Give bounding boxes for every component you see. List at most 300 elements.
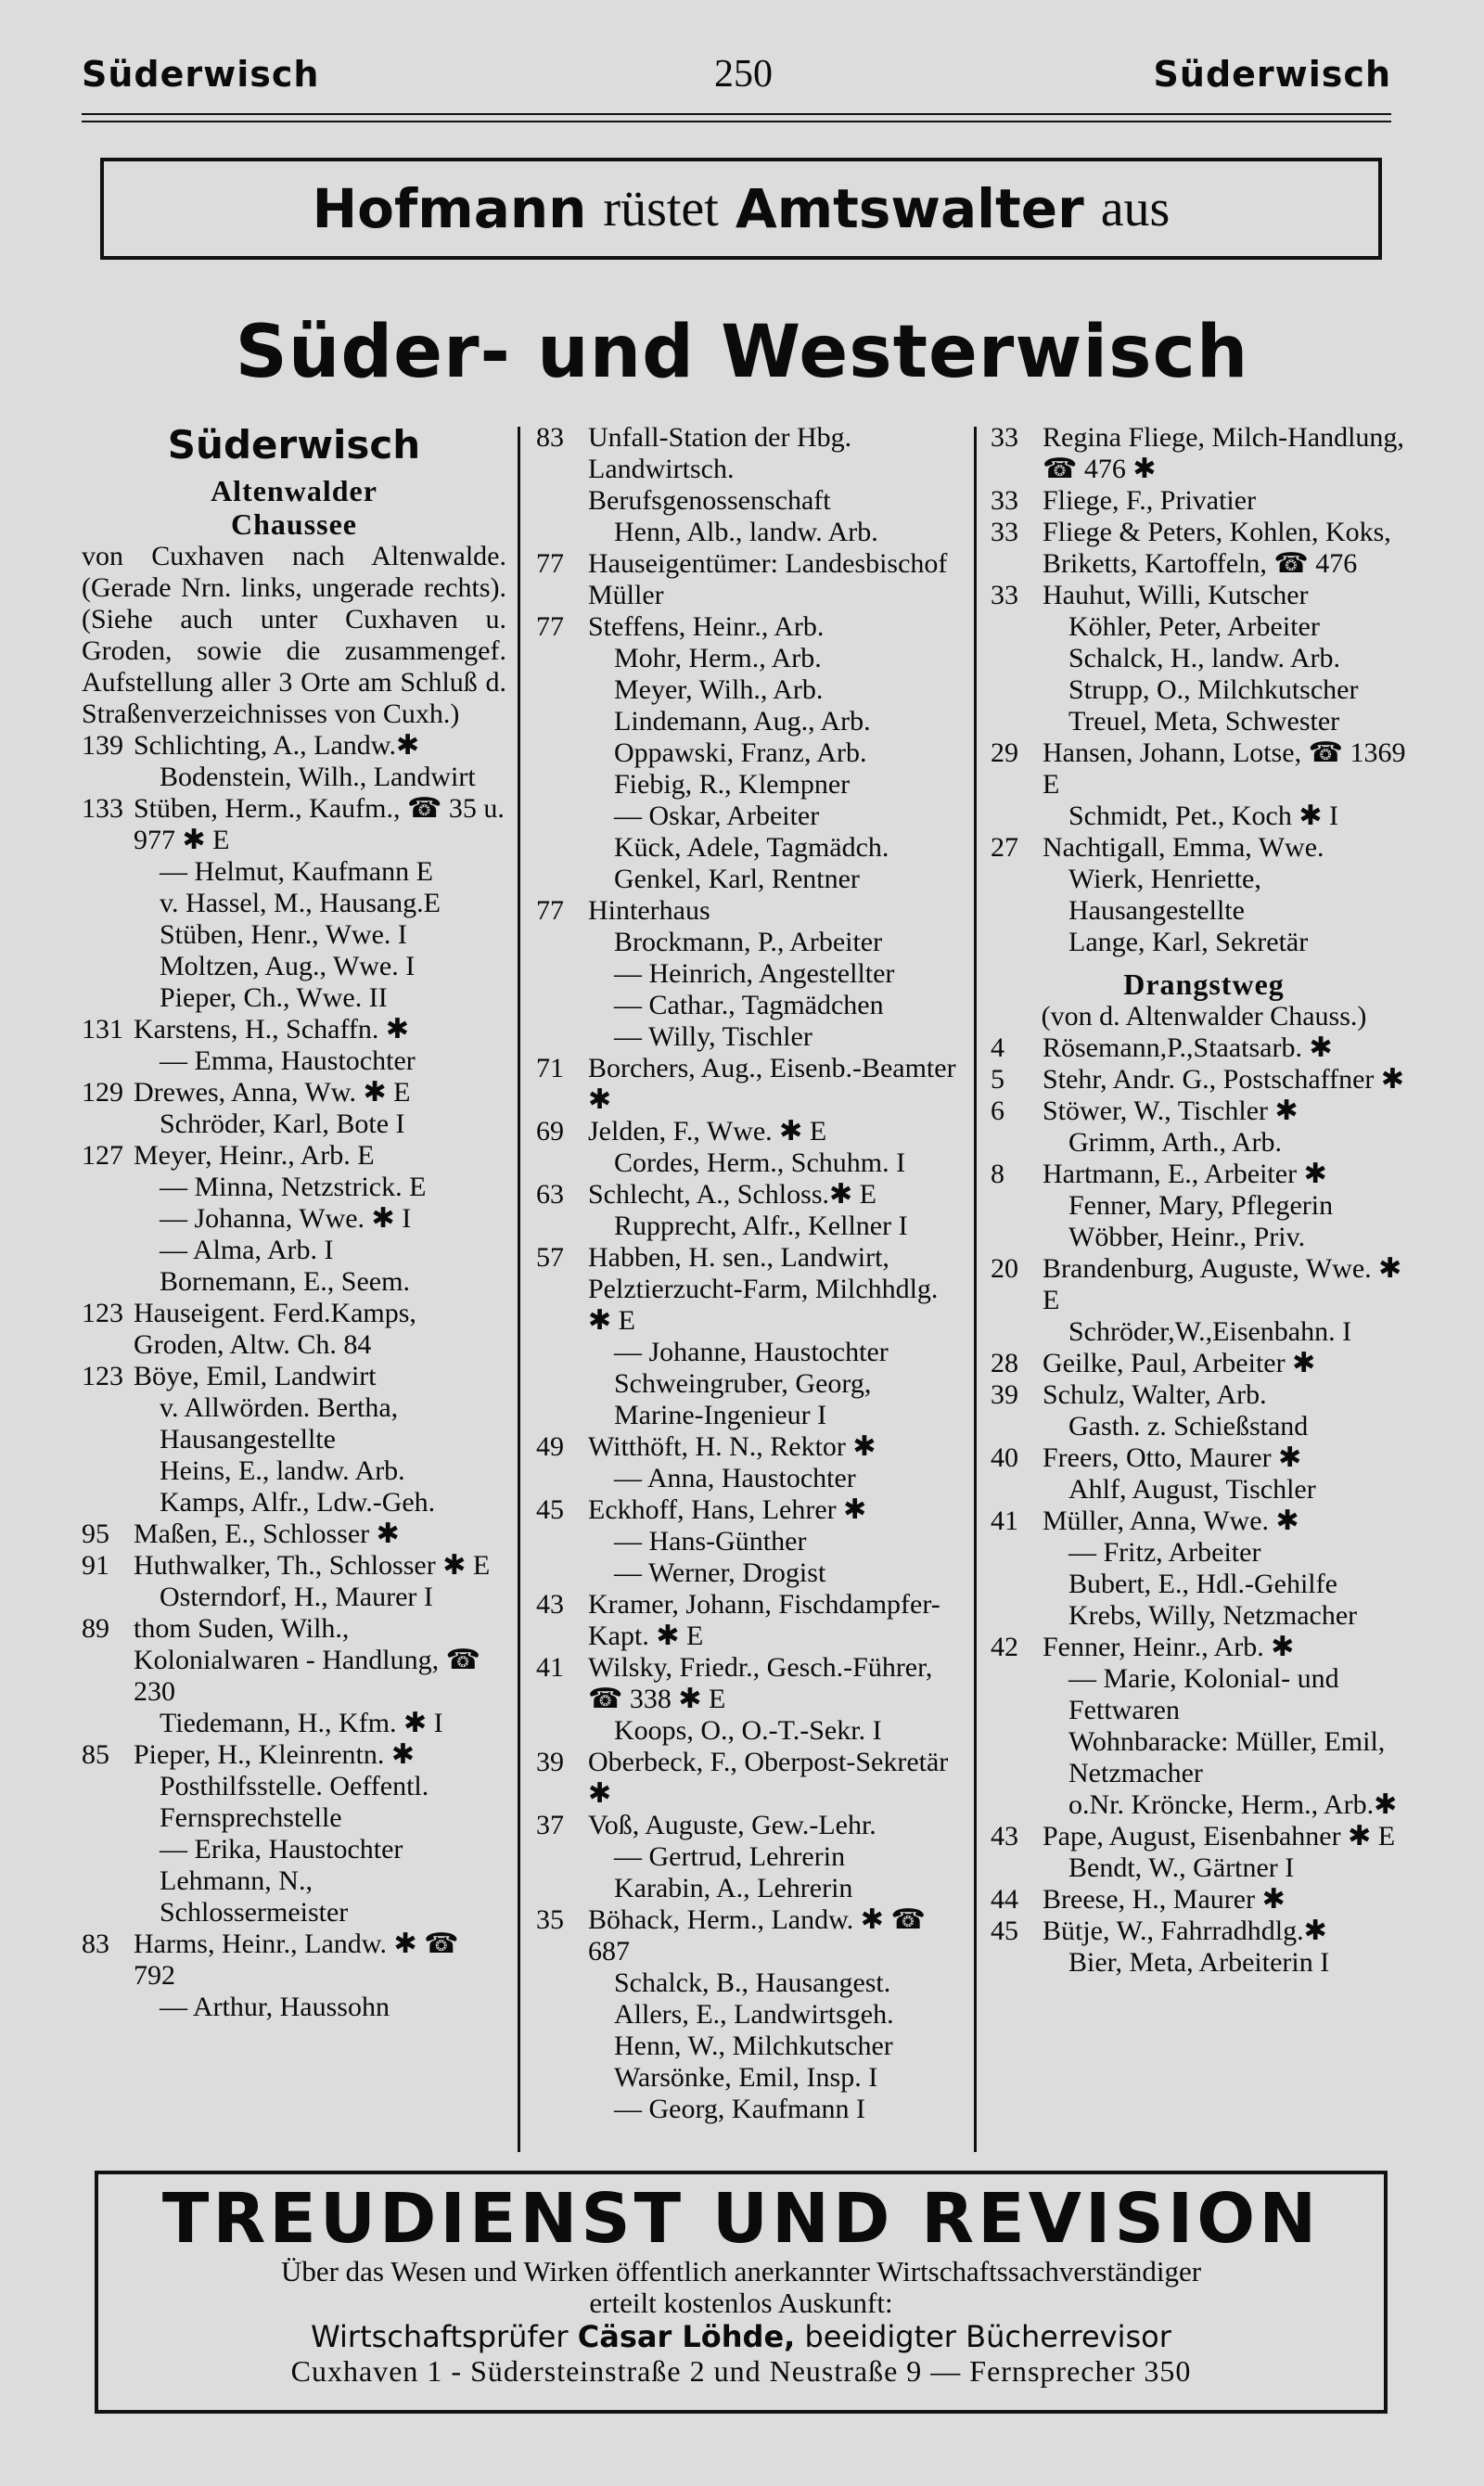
directory-entry — [991, 1632, 1417, 1663]
house-number: 45 — [991, 1916, 1018, 1946]
directory-entry — [536, 1021, 961, 1053]
entry-text: — Willy, Tischler — [614, 1021, 812, 1052]
ad-line: Cuxhaven 1 - Südersteinstraße 2 und Neustraße 9 — Fernsprecher 350 — [290, 2354, 1192, 2388]
entry-text: Strupp, O., Milchkutscher — [1068, 674, 1359, 705]
entry-text: — Erika, Haustochter — [160, 1834, 403, 1864]
directory-entry — [536, 1242, 961, 1337]
house-number — [991, 1947, 1043, 1979]
entry-text: Fiebig, R., Klempner — [614, 769, 851, 800]
house-number: 40 — [991, 1442, 1018, 1473]
header-rule-2 — [82, 121, 1391, 122]
entry-text: Jelden, F., Wwe. ✱ E — [588, 1116, 827, 1147]
entry-text: Drewes, Anna, Ww. ✱ E — [134, 1077, 411, 1108]
house-number — [536, 769, 588, 801]
house-number — [536, 1715, 588, 1747]
directory-entry — [536, 1526, 961, 1557]
directory-entry — [536, 1463, 961, 1494]
directory-entry — [82, 1771, 506, 1834]
house-number — [82, 1045, 134, 1077]
ad-line: Über das Wesen und Wirken öffentlich anerkannter Wirtschaftssachverständiger — [280, 2255, 1202, 2287]
directory-entry — [991, 1474, 1417, 1506]
house-number — [82, 951, 134, 982]
entry-text: Gasth. z. Schießstand — [1068, 1411, 1309, 1442]
directory-entry — [991, 1442, 1417, 1474]
house-number — [991, 1852, 1043, 1884]
entry-text: Unfall-Station der Hbg. Landwirtsch. Berufsgenossenschaft — [588, 422, 852, 516]
street-name: Altenwalder — [211, 474, 377, 507]
entry-list — [991, 1032, 1417, 1979]
directory-entry — [536, 517, 961, 548]
house-number — [536, 737, 588, 769]
house-number — [991, 1316, 1043, 1348]
entry-text: Tiedemann, H., Kfm. ✱ I — [160, 1708, 443, 1738]
entry-text: Schalck, H., landw. Arb. — [1068, 643, 1340, 673]
entry-text: Fenner, Mary, Pflegerin — [1068, 1190, 1334, 1221]
entry-text: Rupprecht, Alfr., Kellner I — [614, 1211, 908, 1241]
house-number — [991, 1789, 1043, 1821]
directory-entry — [82, 951, 506, 982]
entry-text: — Emma, Haustochter — [160, 1045, 416, 1076]
house-number: 27 — [991, 832, 1018, 863]
directory-entry — [991, 1159, 1417, 1190]
entry-text: Stüben, Herm., Kaufm., ☎ 35 u. 977 ✱ E — [134, 793, 505, 855]
entry-text: Bütje, W., Fahrradhdlg.✱ — [1043, 1916, 1327, 1946]
directory-entry — [536, 548, 961, 611]
house-number — [82, 1487, 134, 1519]
directory-entry — [991, 422, 1417, 485]
house-number: 44 — [991, 1884, 1018, 1915]
entry-text: Hauseigentümer: Landesbischof Müller — [588, 548, 948, 610]
directory-entry — [991, 1821, 1417, 1852]
entry-text: — Gertrud, Lehrerin — [614, 1841, 846, 1872]
entry-text: Köhler, Peter, Arbeiter — [1068, 611, 1320, 642]
entry-text: Steffens, Heinr., Arb. — [588, 611, 825, 642]
house-number — [991, 674, 1043, 706]
entry-text: Borchers, Aug., Eisenb.-Beamter ✱ — [588, 1053, 956, 1115]
house-number: 29 — [991, 737, 1018, 768]
entry-text: Harms, Heinr., Landw. ✱ ☎ 792 — [134, 1929, 459, 1991]
entry-text: Freers, Otto, Maurer ✱ — [1043, 1442, 1302, 1473]
house-number: 43 — [991, 1821, 1018, 1852]
directory-entry — [536, 769, 961, 801]
house-number: 42 — [991, 1632, 1018, 1662]
house-number: 57 — [536, 1242, 564, 1273]
directory-entry — [82, 1045, 506, 1077]
directory-entry — [991, 1947, 1417, 1979]
entry-text: Bier, Meta, Arbeiterin I — [1068, 1947, 1330, 1978]
directory-entry — [991, 580, 1417, 611]
house-number: 39 — [991, 1379, 1018, 1410]
entry-text: Bubert, E., Hdl.-Gehilfe — [1068, 1569, 1337, 1599]
directory-entry — [536, 2062, 961, 2094]
house-number: 131 — [82, 1014, 123, 1044]
directory-entry — [991, 1569, 1417, 1600]
house-number — [82, 856, 134, 888]
house-number — [536, 2062, 588, 2094]
ad-headline: TREUDIENST UND REVISION — [161, 2179, 1321, 2259]
entry-text: — Marie, Kolonial- und Fettwaren — [1068, 1663, 1339, 1725]
entry-text: Warsönke, Emil, Insp. I — [614, 2062, 878, 2093]
directory-entry — [991, 1222, 1417, 1253]
directory-entry — [82, 730, 506, 762]
directory-entry — [82, 1739, 506, 1771]
house-number — [536, 1211, 588, 1242]
house-number — [536, 1873, 588, 1904]
house-number: 8 — [991, 1159, 1004, 1189]
entry-text: — Anna, Haustochter — [614, 1463, 856, 1493]
entry-text: Hansen, Johann, Lotse, ☎ 1369 E — [1043, 737, 1406, 800]
directory-entry — [536, 2031, 961, 2062]
directory-entry — [536, 864, 961, 895]
entry-text: Allers, E., Landwirtsgeh. — [614, 1999, 894, 2030]
street-note: (von d. Altenwalder Chauss.) — [1041, 1001, 1367, 1032]
house-number — [536, 1463, 588, 1494]
directory-entry — [536, 1747, 961, 1810]
house-number — [536, 2031, 588, 2062]
house-number: 43 — [536, 1589, 564, 1620]
header-left: Süderwisch — [82, 54, 320, 95]
directory-entry — [82, 1487, 506, 1519]
house-number: 69 — [536, 1116, 564, 1147]
house-number: 35 — [536, 1904, 564, 1935]
directory-entry — [991, 1032, 1417, 1064]
house-number: 37 — [536, 1810, 564, 1840]
entry-text: Pape, August, Eisenbahner ✱ E — [1043, 1821, 1396, 1852]
entry-text: Pieper, Ch., Wwe. II — [160, 982, 388, 1013]
entry-list — [991, 422, 1417, 958]
directory-entry — [991, 832, 1417, 864]
house-number: 91 — [82, 1550, 109, 1581]
entry-text: Brockmann, P., Arbeiter — [614, 927, 883, 957]
directory-entry — [536, 1431, 961, 1463]
entry-text: Karstens, H., Schaffn. ✱ — [134, 1014, 410, 1044]
house-number — [82, 1771, 134, 1834]
house-number: 6 — [991, 1096, 1004, 1126]
entry-text: Hauhut, Willi, Kutscher — [1043, 580, 1309, 610]
entry-text: Hauseigent. Ferd.Kamps, Groden, Altw. Ch. 84 — [134, 1298, 416, 1360]
entry-text: Regina Fliege, Milch-Handlung, ☎ 476 ✱ — [1043, 422, 1404, 484]
directory-entry — [536, 706, 961, 737]
directory-entry — [536, 1116, 961, 1147]
directory-entry — [536, 1873, 961, 1904]
house-number — [991, 1537, 1043, 1569]
ad-text: Cäsar Löhde, — [577, 2319, 796, 2354]
directory-entry — [991, 1600, 1417, 1632]
house-number: 83 — [82, 1929, 109, 1959]
entry-text: Brandenburg, Auguste, Wwe. ✱ E — [1043, 1253, 1402, 1315]
street-name: Drangstweg — [1123, 967, 1285, 1001]
directory-entry — [991, 1663, 1417, 1726]
directory-entry — [991, 1127, 1417, 1159]
entry-text: — Helmut, Kaufmann E — [160, 856, 433, 887]
page-title: Süder- und Westerwisch — [235, 311, 1249, 394]
house-number: 77 — [536, 611, 564, 642]
house-number — [536, 864, 588, 895]
ad-text: Wirtschaftsprüfer — [311, 2319, 569, 2354]
house-number — [536, 1368, 588, 1431]
directory-entry — [536, 1967, 961, 1999]
ad-word-amtswalter: Amtswalter — [735, 177, 1084, 240]
entry-text: Habben, H. sen., Landwirt, Pelztierzucht-Farm, Milchhdlg. ✱ E — [588, 1242, 939, 1336]
house-number — [991, 1569, 1043, 1600]
directory-entry — [536, 1652, 961, 1715]
entry-text: Breese, H., Maurer ✱ — [1043, 1884, 1286, 1915]
entry-text: Stüben, Henr., Wwe. I — [160, 919, 407, 950]
directory-entry — [991, 611, 1417, 643]
directory-entry — [536, 737, 961, 769]
house-number: 4 — [991, 1032, 1004, 1063]
entry-text: Bornemann, E., Seem. — [160, 1266, 410, 1297]
directory-entry — [991, 1789, 1417, 1821]
directory-entry — [82, 1235, 506, 1266]
house-number — [536, 643, 588, 674]
house-number — [991, 1222, 1043, 1253]
entry-text: Kamps, Alfr., Ldw.-Geh. — [160, 1487, 436, 1518]
house-number — [991, 927, 1043, 958]
house-number — [991, 864, 1043, 927]
entry-text: Lehmann, N., Schlossermeister — [160, 1865, 349, 1928]
house-number: 63 — [536, 1179, 564, 1210]
entry-text: Schweingruber, Georg, Marine-Ingenieur I — [614, 1368, 872, 1430]
house-number: 139 — [82, 730, 123, 761]
entry-text: — Heinrich, Angestellter — [614, 958, 895, 989]
directory-entry — [536, 990, 961, 1021]
entry-text: Hinterhaus — [588, 895, 710, 926]
entry-text: — Oskar, Arbeiter — [614, 801, 820, 831]
house-number — [82, 1582, 134, 1613]
house-number — [536, 1841, 588, 1873]
house-number: 41 — [991, 1506, 1018, 1536]
entry-text: Posthilfsstelle. Oeffentl. Fernsprechstelle — [160, 1771, 429, 1833]
column-2 — [536, 422, 961, 2125]
house-number: 95 — [82, 1519, 109, 1549]
section-title: Süderwisch — [167, 422, 421, 468]
directory-entry — [536, 674, 961, 706]
directory-entry — [991, 1096, 1417, 1127]
entry-text: Treuel, Meta, Schwester — [1068, 706, 1340, 737]
directory-entry — [82, 1519, 506, 1550]
house-number — [82, 1172, 134, 1203]
directory-entry — [991, 485, 1417, 517]
directory-entry — [536, 1715, 961, 1747]
entry-text: — Arthur, Haussohn — [160, 1992, 390, 2022]
house-number — [536, 1557, 588, 1589]
house-number — [991, 1600, 1043, 1632]
entry-text: Fliege, F., Privatier — [1043, 485, 1257, 516]
house-number: 33 — [991, 580, 1018, 610]
entry-text: — Minna, Netzstrick. E — [160, 1172, 427, 1202]
entry-text: — Johanne, Haustochter — [614, 1337, 889, 1367]
house-number — [82, 982, 134, 1014]
house-number — [991, 1663, 1043, 1726]
house-number — [536, 1337, 588, 1368]
entry-text: — Hans-Günther — [614, 1526, 807, 1557]
directory-entry — [82, 1613, 506, 1708]
house-number — [536, 1967, 588, 1999]
entry-text: thom Suden, Wilh., Kolonialwaren - Handlung, ☎ 230 — [134, 1613, 480, 1707]
directory-entry — [991, 1411, 1417, 1442]
house-number: 77 — [536, 895, 564, 926]
house-number: 77 — [536, 548, 564, 579]
house-number — [991, 706, 1043, 737]
directory-entry — [991, 801, 1417, 832]
entry-text: v. Hassel, M., Hausang.E — [160, 888, 441, 918]
entry-text: Voß, Auguste, Gew.-Lehr. — [588, 1810, 876, 1840]
entry-text: v. Allwörden. Bertha, Hausangestellte — [160, 1392, 399, 1454]
directory-entry — [82, 1865, 506, 1929]
entry-text: Hartmann, E., Arbeiter ✱ — [1043, 1159, 1327, 1189]
directory-entry — [82, 888, 506, 919]
entry-text: Bodenstein, Wilh., Landwirt — [160, 762, 476, 792]
entry-text: Stöwer, W., Tischler ✱ — [1043, 1096, 1298, 1126]
entry-text: Mohr, Herm., Arb. — [614, 643, 822, 673]
directory-entry — [82, 1582, 506, 1613]
column-divider — [518, 427, 520, 2152]
entry-text: — Alma, Arb. I — [160, 1235, 334, 1265]
ad-word-aus: aus — [1100, 180, 1171, 237]
house-number: 33 — [991, 422, 1018, 453]
header-rule — [82, 113, 1391, 115]
house-number — [991, 1726, 1043, 1789]
directory-entry — [82, 1392, 506, 1455]
entry-text: Schlichting, A., Landw.✱ — [134, 730, 420, 761]
entry-text: Koops, O., O.-T.-Sekr. I — [614, 1715, 882, 1746]
directory-entry — [82, 1550, 506, 1582]
entry-text: Wilsky, Friedr., Gesch.-Führer, ☎ 338 ✱ E — [588, 1652, 933, 1714]
entry-text: Böye, Emil, Landwirt — [134, 1361, 377, 1391]
entry-text: Geilke, Paul, Arbeiter ✱ — [1043, 1348, 1316, 1378]
house-number: 45 — [536, 1494, 564, 1525]
entry-text: Huthwalker, Th., Schlosser ✱ E — [134, 1550, 491, 1581]
entry-text: Lange, Karl, Sekretär — [1068, 927, 1309, 957]
entry-text: Schalck, B., Hausangest. — [614, 1967, 891, 1998]
house-number — [536, 2094, 588, 2125]
entry-text: Lindemann, Aug., Arb. — [614, 706, 871, 737]
directory-entry — [82, 1929, 506, 1992]
directory-entry — [536, 1337, 961, 1368]
entry-text: Pieper, H., Kleinrentn. ✱ — [134, 1739, 416, 1770]
directory-entry — [536, 895, 961, 927]
entry-text: Ahlf, August, Tischler — [1068, 1474, 1316, 1505]
house-number: 129 — [82, 1077, 123, 1108]
street-name: Chaussee — [230, 507, 357, 541]
directory-entry — [536, 1368, 961, 1431]
entry-text: Schröder,W.,Eisenbahn. I — [1068, 1316, 1352, 1347]
entry-text: Wöbber, Heinr., Priv. — [1068, 1222, 1306, 1252]
house-number — [82, 1455, 134, 1487]
entry-text: Kramer, Johann, Fischdampfer-Kapt. ✱ E — [588, 1589, 940, 1651]
directory-entry — [536, 1999, 961, 2031]
entry-text: Böhack, Herm., Landw. ✱ ☎ 687 — [588, 1904, 926, 1967]
entry-text: Fenner, Heinr., Arb. ✱ — [1043, 1632, 1295, 1662]
entry-text: o.Nr. Kröncke, Herm., Arb.✱ — [1068, 1789, 1398, 1820]
house-number — [82, 1203, 134, 1235]
directory-entry — [82, 919, 506, 951]
directory-entry — [991, 927, 1417, 958]
house-number: 33 — [991, 485, 1018, 516]
house-number — [82, 919, 134, 951]
entry-text: Stehr, Andr. G., Postschaffner ✱ — [1043, 1064, 1405, 1095]
entry-text: Schulz, Walter, Arb. — [1043, 1379, 1267, 1410]
directory-entry — [82, 856, 506, 888]
house-number — [82, 1992, 134, 2023]
directory-entry — [991, 737, 1417, 801]
entry-text: Wohnbaracke: Müller, Emil, Netzmacher — [1068, 1726, 1386, 1788]
entry-text: Meyer, Wilh., Arb. — [614, 674, 824, 705]
ad-line: erteilt kostenlos Auskunft: — [589, 2287, 893, 2319]
directory-entry — [82, 1108, 506, 1140]
directory-entry — [82, 762, 506, 793]
house-number: 33 — [991, 517, 1018, 547]
house-number — [991, 1411, 1043, 1442]
entry-text: — Georg, Kaufmann I — [614, 2094, 866, 2124]
house-number — [536, 1999, 588, 2031]
ad-word-hofmann: Hofmann — [312, 177, 587, 240]
house-number — [536, 927, 588, 958]
entry-text: Karabin, A., Lehrerin — [614, 1873, 853, 1903]
entry-list — [82, 730, 506, 2023]
directory-entry — [991, 1537, 1417, 1569]
directory-entry — [536, 958, 961, 990]
directory-entry — [536, 422, 961, 517]
entry-text: Henn, W., Milchkutscher — [614, 2031, 893, 2061]
house-number — [82, 1108, 134, 1140]
house-number — [991, 1127, 1043, 1159]
house-number — [991, 1190, 1043, 1222]
entry-text: Witthöft, H. N., Rektor ✱ — [588, 1431, 876, 1462]
house-number: 83 — [536, 422, 564, 453]
house-number — [536, 801, 588, 832]
entry-text: Heins, E., landw. Arb. — [160, 1455, 405, 1486]
house-number — [536, 832, 588, 864]
entry-text: Bendt, W., Gärtner I — [1068, 1852, 1295, 1883]
page-number: 250 — [714, 53, 773, 96]
directory-entry — [536, 832, 961, 864]
house-number: 39 — [536, 1747, 564, 1777]
house-number: 89 — [82, 1613, 109, 1644]
directory-entry — [82, 982, 506, 1014]
house-number — [991, 611, 1043, 643]
entry-text: Kück, Adele, Tagmädch. — [614, 832, 889, 863]
house-number — [536, 958, 588, 990]
entry-text: Wierk, Henriette, Hausangestellte — [1068, 864, 1261, 926]
entry-text: Rösemann,P.,Staatsarb. ✱ — [1043, 1032, 1333, 1063]
ad-line — [135, 2319, 1347, 2354]
house-number: 5 — [991, 1064, 1004, 1095]
entry-text: Oppawski, Franz, Arb. — [614, 737, 867, 768]
directory-entry — [536, 1557, 961, 1589]
directory-entry — [82, 793, 506, 856]
entry-text: Schröder, Karl, Bote I — [160, 1108, 405, 1139]
bottom-advertisement — [95, 2171, 1388, 2414]
house-number — [536, 517, 588, 548]
entry-text: Maßen, E., Schlosser ✱ — [134, 1519, 400, 1549]
entry-text: Schmidt, Pet., Koch ✱ I — [1068, 801, 1338, 831]
directory-entry — [991, 1064, 1417, 1096]
directory-entry — [82, 1834, 506, 1865]
directory-entry — [536, 1810, 961, 1841]
house-number: 49 — [536, 1431, 564, 1462]
entry-text: — Johanna, Wwe. ✱ I — [160, 1203, 412, 1234]
directory-entry — [991, 1884, 1417, 1916]
house-number: 123 — [82, 1361, 123, 1391]
directory-entry — [991, 1852, 1417, 1884]
house-number — [991, 801, 1043, 832]
house-number: 41 — [536, 1652, 564, 1683]
directory-entry — [991, 1379, 1417, 1411]
entry-text: Genkel, Karl, Rentner — [614, 864, 860, 894]
entry-text: Müller, Anna, Wwe. ✱ — [1043, 1506, 1299, 1536]
